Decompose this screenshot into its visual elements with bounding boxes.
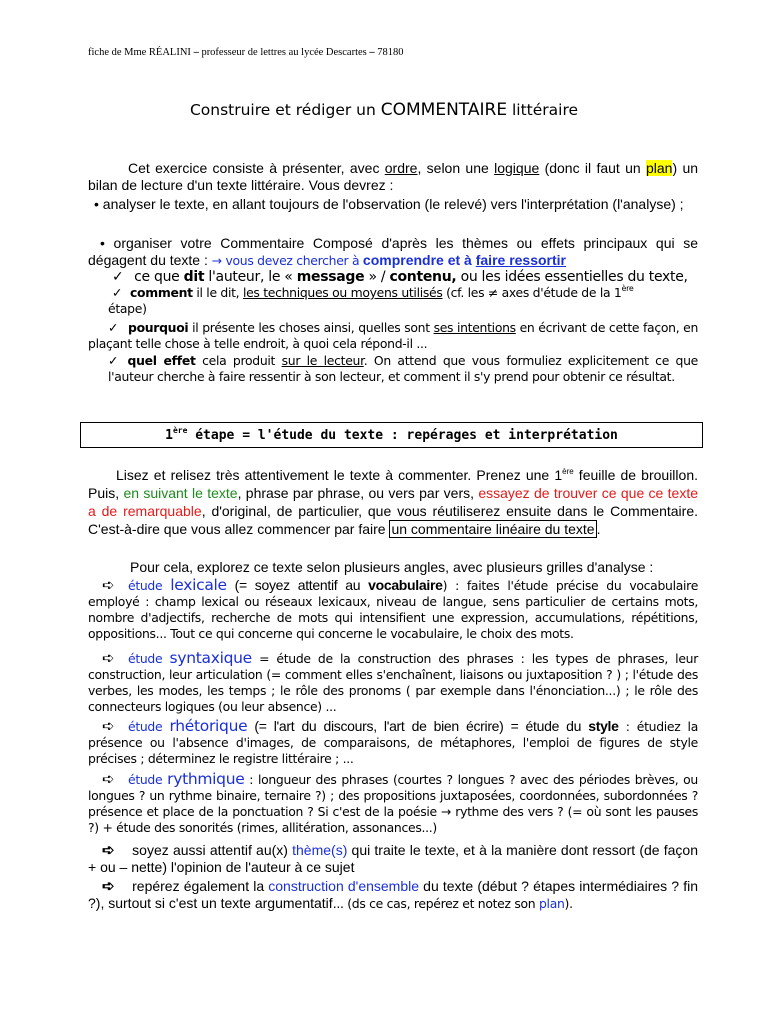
item-rythmique: ➪ étude rythmique : longueur des phrases (courtes ? longues ? avec des périodes brèves, ou longues ? un rythme binaire, ternaire ?) ; des propositions juxtaposées, coordonnées, subordonnées ? présence et place de la ponctuation ? Si c'est de la poésie → rythme des vers ? (= où sont les pauses ?) + étude des sonorités (rimes, allitération, assonances...) bbox=[88, 770, 698, 835]
body-paragraph: Lisez et relisez très attentivement le texte à commenter. Prenez une 1ère feuille de brouillon. Puis, en suivant le texte, phrase par phrase, ou vers par vers, essayez de trouver ce que ce texte a de remarquable, d'original, de particulier, que vous réutiliserez ensuite dans le Commentaire. C'est-à-dire que vous allez commencer par faire un commentaire linéaire du texte . bbox=[88, 467, 699, 537]
arrow-right-icon: ➪ bbox=[102, 878, 115, 895]
item-construction: ➪ repérez également la construction d'ensemble du texte (début ? étapes intermédiaires ? fin ?), surtout si c'est un texte argumentatif... (ds ce cas, repérez et notez son plan). bbox=[88, 878, 698, 911]
header-text: fiche de Mme RÉALINI bbox=[88, 47, 194, 58]
item-lexicale: ➪ étude lexicale (= soyez attentif au vocabulaire) : faites l'étude précise du vocabulaire employé : champ lexical ou réseaux lexicaux, niveau de langue, sens particulier de certains mots, nombre d'adjectifs, recherche de mots qui intensifient une expression, accumulations, répétitions, oppositions... Tout ce qui concerne qui concerne le vocabulaire, le choix des mots. bbox=[88, 576, 699, 641]
check-item-dit: ✓ ce que dit l'auteur, le « message » / contenu, ou les idées essentielles du texte, bbox=[88, 269, 698, 285]
page-title: Construire et rédiger un COMMENTAIRE littéraire bbox=[189, 100, 579, 120]
highlight-plan: plan bbox=[646, 160, 673, 176]
item-rhetorique: ➪ étude rhétorique (= l'art du discours, l'art de bien écrire) = étude du style : étudiez la présence ou l'absence d'images, de comparaisons, de métaphores, l'emploi de figures de style précises ; déterminez le registre littéraire ; ... bbox=[88, 717, 698, 766]
arrow-right-icon: ➪ bbox=[102, 649, 115, 667]
intro-bullet-1: • analyser le texte, en allant toujours de l'observation (le relevé) vers l'interprétation (l'analyse) ; bbox=[94, 196, 684, 212]
body-intro-line: Pour cela, explorez ce texte selon plusieurs angles, avec plusieurs grilles d'analyse : bbox=[130, 559, 654, 575]
arrow-right-icon: ➪ bbox=[102, 842, 115, 859]
checkmark-icon: ✓ bbox=[108, 320, 119, 335]
check-item-comment: ✓ comment il le dit, les techniques ou moyens utilisés (cf. les ≠ axes d'étude de la 1ère étape) bbox=[88, 285, 698, 317]
arrow-right-icon: ➪ bbox=[102, 770, 115, 788]
intro-bullet-2: • organiser votre Commentaire Composé d'après les thèmes ou effets principaux qui se dégagent du texte : → vous devez chercher à comprendre et à faire ressortir bbox=[88, 235, 698, 268]
arrow-right-icon: ➪ bbox=[102, 717, 115, 735]
arrow-right-icon: ➪ bbox=[102, 576, 115, 594]
boxed-phrase: un commentaire linéaire du texte bbox=[391, 521, 595, 537]
intro-paragraph: Cet exercice consiste à présenter, avec ordre, selon une logique (donc il faut un plan) un bilan de lecture d'un texte littéraire. Vous devrez : bbox=[88, 160, 699, 193]
checkmark-icon: ✓ bbox=[112, 269, 124, 285]
checkmark-icon: ✓ bbox=[112, 285, 123, 300]
checkmark-icon: ✓ bbox=[108, 353, 121, 368]
document-header: fiche de Mme RÉALINI – professeur de lettres au lycée Descartes – 78180 bbox=[88, 47, 404, 58]
check-item-pourquoi: ✓ pourquoi il présente les choses ainsi, quelles sont ses intentions en écrivant de cette façon, en plaçant telle chose à telle endroit, à quoi cela répond-il ... bbox=[88, 320, 698, 351]
item-themes: ➪ soyez aussi attentif au(x) thème(s) qui traite le texte, et à la manière dont ressort (de façon + ou – nette) l'opinion de l'auteur à ce sujet bbox=[88, 842, 698, 875]
check-item-effet: ✓ quel effet cela produit sur le lecteur. On attend que vous formuliez explicitement ce que l'auteur cherche à faire ressentir à son lecteur, et comment il s'y prend pour obtenir ce résultat. bbox=[108, 353, 698, 384]
step-heading-box: 1ère étape = l'étude du texte : repérages et interprétation bbox=[80, 422, 703, 448]
item-syntaxique: ➪ étude syntaxique = étude de la construction des phrases : les types de phrases, leur construction, leur articulation (= comment elles s'enchaînent, liaisons ou juxtaposition ? ) ; l'étude des verbes, les modes, les temps ; le rôle des pronoms ( par exemple dans l'énonciation...) ; le rôle des connecteurs logiques (ou leur absence) ... bbox=[88, 649, 698, 714]
